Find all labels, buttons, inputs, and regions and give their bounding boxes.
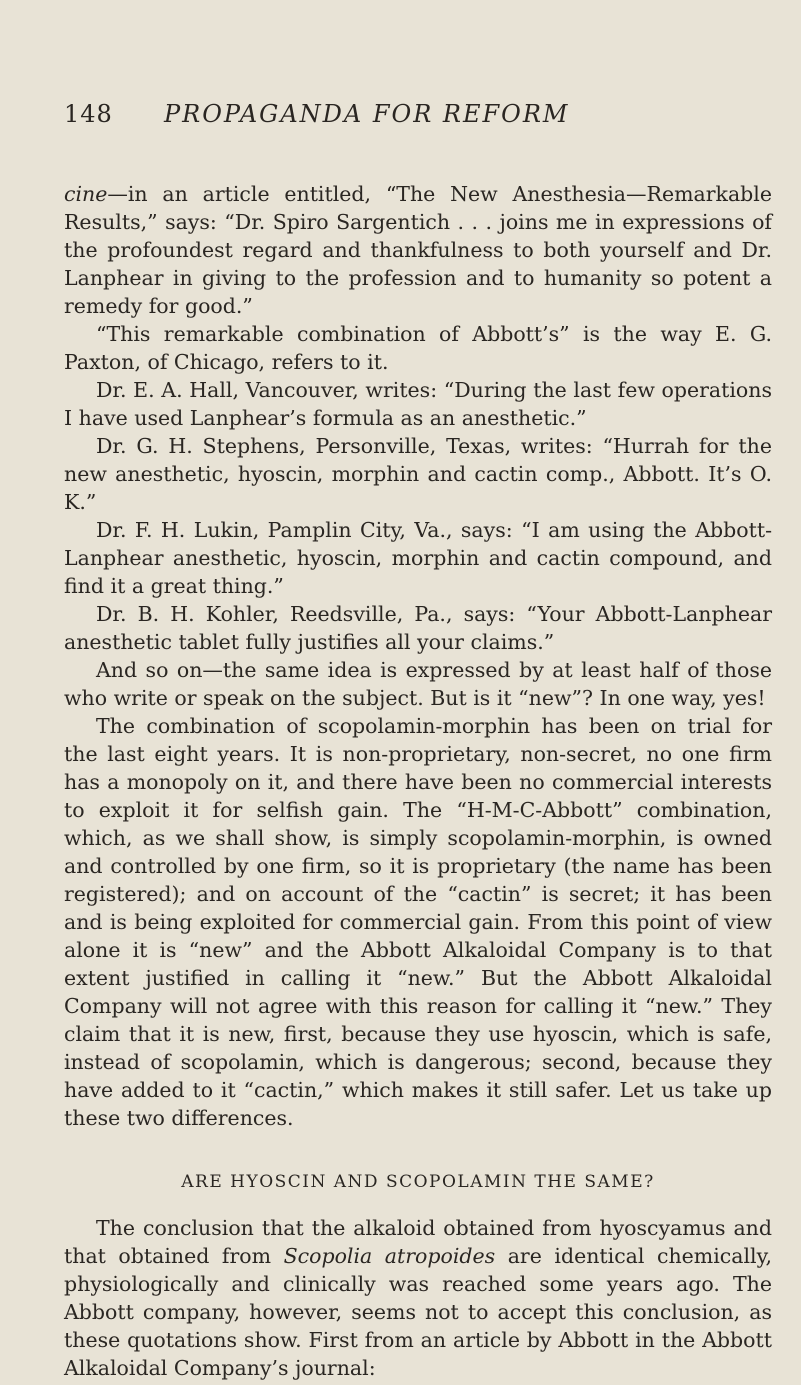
text-run: Dr. F. H. Lukin, Pamplin City, Va., says: “I am using the Abbott-Lanphear anesthetic, hyoscin, morphin and cactin compound, and find it a great thing.” (64, 518, 772, 598)
text-run: are identical chemically, physiologically and clinically was reached some years ago. The Abbott company, however, seems not to accept this conclusion, as these quotations show. First from an article by Abbott in the Abbott Alkaloidal Company’s journal: (64, 1244, 772, 1380)
paragraph (64, 180, 772, 320)
text-run: —in an article entitled, “The New Anesthesia—Remarkable Results,” says: “Dr. Spiro Sargentich . . . joins me in expressions of the profoundest regard and thankfulness to both yourself and Dr. Lanphear in giving to the profession and to humanity so potent a remedy for good.” (64, 182, 772, 318)
paragraph (64, 656, 772, 712)
paragraph (64, 432, 772, 516)
paragraph (64, 712, 772, 1132)
page-header (64, 100, 764, 140)
text-run: Dr. E. A. Hall, Vancouver, writes: “During the last few operations I have used Lanphear’s formula as an anesthetic.” (64, 378, 772, 430)
paragraph (64, 600, 772, 656)
text-run: The combination of scopolamin-morphin has been on trial for the last eight years. It is non-proprietary, non-secret, no one firm has a monopoly on it, and there have been no commercial interests to exploit it for selfish gain. The “H-M-C-Abbott” combination, which, as we shall show, is simply scopolamin-morphin, is owned and controlled by one firm, so it is proprietary (the name has been registered); and on account of the “cactin” is secret; it has been and is being exploited for commercial gain. From this point of view alone it is “new” and the Abbott Alkaloidal Company is to that extent justified in calling it “new.” But the Abbott Alkaloidal Company will not agree with this reason for calling it “new.” They claim that it is new, first, because they use hyoscin, which is safe, instead of scopolamin, which is dangerous; second, because they have added to it “cactin,” which makes it still safer. Let us take up these two differences. (64, 714, 772, 1130)
paragraph (64, 1214, 772, 1382)
section-heading: ARE HYOSCIN AND SCOPOLAMIN THE SAME? (181, 1172, 655, 1192)
text-run: “This remarkable combination of Abbott’s” is the way E. G. Paxton, of Chicago, refers to it. (64, 322, 772, 374)
running-head: PROPAGANDA FOR REFORM (164, 100, 570, 128)
text-run: And so on—the same idea is expressed by at least half of those who write or speak on the subject. But is it “new”? In one way, yes! (64, 658, 772, 710)
text-run: The conclusion that the alkaloid obtained from hyoscyamus and that obtained from (64, 1216, 772, 1268)
paragraph (64, 320, 772, 376)
body-text (64, 180, 772, 1382)
paragraph (64, 516, 772, 600)
text-run: Dr. G. H. Stephens, Personville, Texas, writes: “Hurrah for the new anesthetic, hyoscin, morphin and cactin comp., Abbott. It’s O. K.” (64, 434, 772, 514)
italic-text: Scopolia atropoides (283, 1244, 496, 1268)
italic-text: cine (64, 182, 108, 206)
page-number: 148 (64, 100, 113, 128)
text-run: Dr. B. H. Kohler, Reedsville, Pa., says: “Your Abbott-Lanphear anesthetic tablet fully justifies all your claims.” (64, 602, 772, 654)
paragraph (64, 376, 772, 432)
